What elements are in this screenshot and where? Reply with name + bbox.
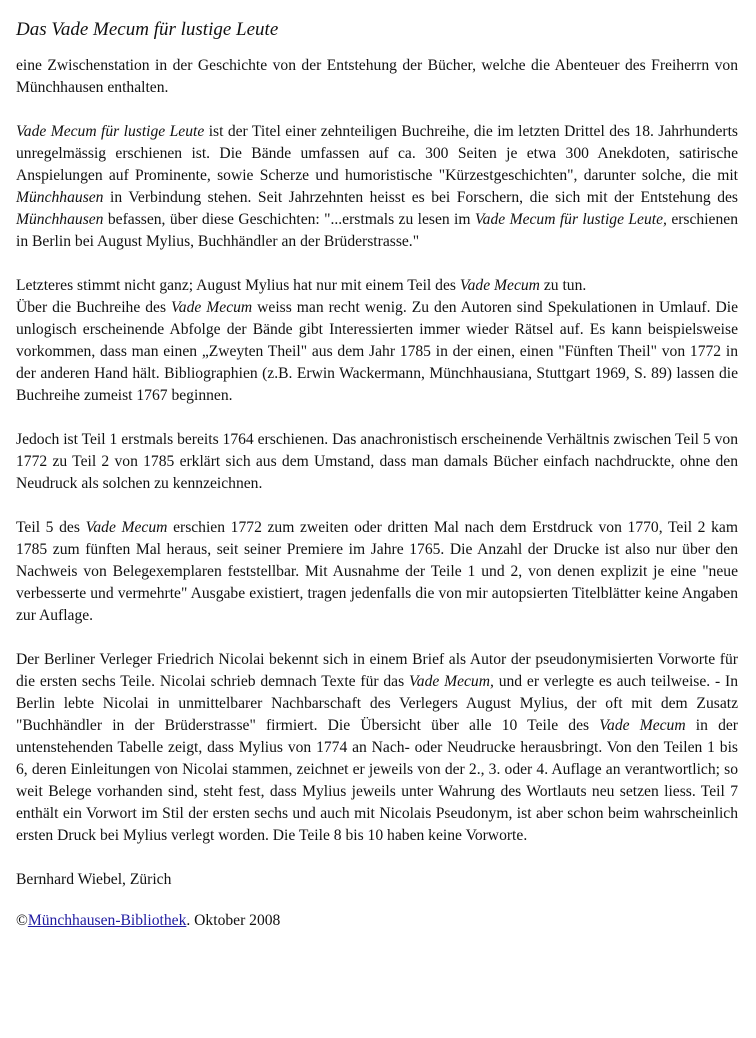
italic-text: Münchhausen	[16, 211, 104, 228]
paragraph	[16, 649, 738, 847]
text-segment: befassen, über diese Geschichten: "...erstmals zu lesen im	[103, 211, 475, 228]
text-segment: weiss man recht wenig. Zu den Autoren sind Spekulationen in Umlauf. Die unlogisch erscheinende Abfolge der Bände gibt Interessierten immer wieder Rätsel auf. Es kann beispielsweise vorkommen, dass man einen „Zweyten Theil" aus dem Jahr 1785 in der einen, einen "Fünften Theil" von 1772 in der anderen Hand hält. Bibliographien (z.B. Erwin Wackermann, Münchhausiana, Stuttgart 1969, S. 89) lassen die Buchreihe zumeist 1767 beginnen.	[16, 299, 739, 404]
text-segment: in der untenstehenden Tabelle zeigt, dass Mylius von 1774 an Nach- oder Neudrucke herausbringt. Von den Teilen 1 bis 6, deren Einleitungen von Nicolai stammen, zeichnet er jeweils von der 2., 3. oder 4. Auflage an verantwortlich; so weit Belege vorhanden sind, steht fest, dass Mylius jeweils unter Wahrung des Wortlauts neu setzen liess. Teil 7 enthält ein Vorwort im Stil der ersten sechs und auch mit Nicolais Pseudonym, ist aber schon beim wahrscheinlich ersten Druck bei Mylius verlegt worden. Die Teile 8 bis 10 haben keine Vorworte.	[16, 717, 738, 844]
italic-text: Vade Mecum für lustige Leute,	[474, 211, 667, 228]
italic-text: Vade Mecum	[85, 519, 168, 536]
article-body	[16, 55, 740, 847]
italic-text: Münchhausen	[16, 189, 104, 206]
copyright-symbol: ©	[16, 912, 28, 929]
page-title: Das Vade Mecum für lustige Leute	[16, 19, 279, 40]
text-segment: Teil 5 des	[16, 519, 86, 536]
text-segment: erschien 1772 zum zweiten oder dritten Mal nach dem Erstdruck von 1770, Teil 2 kam 1785 zum fünften Mal heraus, seit seiner Premiere im Jahre 1765. Die Anzahl der Drucke ist also nur über den Nachweis von Belegexemplaren feststellbar. Mit Ausnahme der Teile 1 und 2, von denen explizit je eine "neue verbesserte und vermehrte" Ausgabe existiert, tragen jedenfalls die von mir autopsierten Titelblätter keine Angaben zur Auflage.	[16, 519, 738, 624]
text-segment: und er verlegte es auch teilweise. - In Berlin lebte Nicolai in unmittelbarer Nachbarschaft des Verlegers August Mylius, der oft mit dem Zusatz "Buchhändler in der Brüderstrasse" firmiert. Die Übersicht über alle 10 Teile des	[16, 673, 738, 734]
paragraph	[16, 121, 738, 253]
italic-text: Vade Mecum für lustige Leute	[16, 123, 205, 140]
text-segment: in Verbindung stehen. Seit Jahrzehnten heisst es bei Forschern, die sich mit der Entstehung des	[103, 189, 738, 206]
text-segment: Über die Buchreihe des	[16, 299, 171, 316]
text-segment: Jedoch ist Teil 1 erstmals bereits 1764 erschienen. Das anachronistisch erscheinende Verhältnis zwischen Teil 5 von 1772 zu Teil 2 von 1785 erklärt sich aus dem Umstand, dass man damals Bücher einfach nachdruckte, ohne den Neudruck als solchen zu kennzeichnen.	[16, 431, 738, 492]
paragraph	[16, 517, 738, 627]
text-segment: erschienen in Berlin bei August Mylius, Buchhändler an der Brüderstrasse."	[16, 211, 738, 250]
text-segment: eine Zwischenstation in der Geschichte von der Entstehung der Bücher, welche die Abenteuer des Freiherrn von Münchhausen enthalten.	[16, 57, 738, 96]
text-segment: zu tun.	[539, 277, 587, 294]
text-segment: ist der Titel einer zehnteiligen Buchreihe, die im letzten Drittel des 18. Jahrhunderts unregelmässig erschienen ist. Die Bände umfassen auf ca. 300 Seiten je etwa 300 Anekdoten, satirische Anspielungen auf Prominente, sowie Scherze und humoristische "Kürzestgeschichten", darunter solche, die mit	[16, 123, 738, 184]
italic-text: Vade Mecum,	[408, 673, 494, 690]
author-signature: Bernhard Wiebel, Zürich	[16, 871, 172, 888]
paragraph	[16, 429, 738, 495]
muenchhausen-bibliothek-link[interactable]: Münchhausen-Bibliothek	[27, 912, 187, 929]
paragraph	[16, 55, 738, 99]
italic-text: Vade Mecum	[171, 299, 253, 316]
italic-text: Vade Mecum	[599, 717, 686, 734]
text-segment: Der Berliner Verleger Friedrich Nicolai bekennt sich in einem Brief als Autor der pseudonymisierten Vorworte für die ersten sechs Teile. Nicolai schrieb demnach Texte für das	[16, 651, 738, 690]
paragraph	[16, 275, 738, 407]
footer-date: . Oktober 2008	[186, 912, 281, 929]
italic-text: Vade Mecum	[459, 277, 540, 294]
footer-copyright	[16, 910, 738, 932]
text-segment: Letzteres stimmt nicht ganz; August Mylius hat nur mit einem Teil des	[16, 277, 460, 294]
